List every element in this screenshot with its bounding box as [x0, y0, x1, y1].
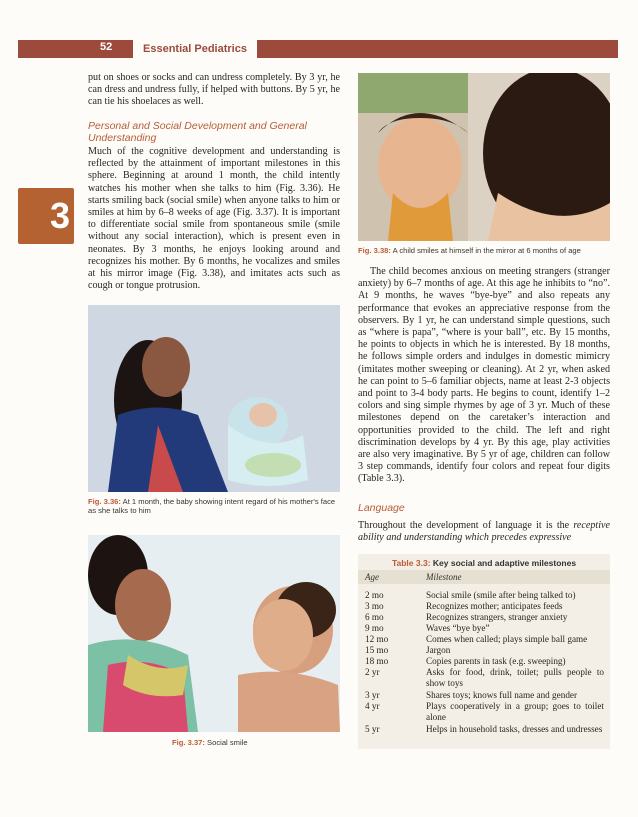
row-age: 5 yr — [365, 724, 380, 734]
row-milestone: Social smile (smile after being talked to) — [426, 590, 576, 600]
figure-3-36-caption — [88, 497, 340, 516]
row-milestone: Recognizes mother; anticipates feeds — [426, 601, 563, 611]
row-milestone: Helps in household tasks, dresses and undresses — [426, 724, 603, 734]
figure-3-36-photo — [88, 305, 340, 492]
table-title — [358, 556, 610, 570]
figure-3-38-photo — [358, 73, 610, 241]
figure-3-37-label: Fig. 3.37: — [172, 738, 205, 747]
left-paragraph-1: put on shoes or socks and can undress completely. By 3 yr, he can dress and undress fully, if helped with buttons. By 5 yr, he can tie his shoelaces as well. — [88, 72, 340, 108]
table-label: Table 3.3: — [391, 558, 431, 568]
figure-3-38-caption — [358, 246, 610, 255]
figure-3-38-label: Fig. 3.38: — [358, 246, 391, 255]
row-age: 4 yr — [365, 701, 380, 711]
chapter-number: 3 — [49, 195, 70, 236]
row-milestone: Jargon — [426, 645, 451, 655]
row-age: 2 mo — [365, 590, 384, 600]
row-age: 3 mo — [365, 601, 384, 611]
table-header-band — [358, 570, 610, 584]
row-age: 9 mo — [365, 623, 384, 633]
table-3-3 — [358, 554, 610, 749]
row-age: 12 mo — [365, 634, 389, 644]
book-title: Essential Pediatrics — [133, 38, 257, 60]
row-milestone: Asks for food, drink, toilet; pulls people to show toys — [426, 667, 604, 688]
figure-3-36-text: At 1 month, the baby showing intent regard of his mother's face as she talks to him — [88, 497, 336, 516]
table-col-age: Age — [365, 572, 379, 582]
row-milestone: Shares toys; knows full name and gender — [426, 690, 578, 700]
row-milestone: Comes when called; plays simple ball game — [426, 634, 588, 644]
figure-3-37-photo — [88, 535, 340, 732]
right-paragraph-1: The child becomes anxious on meeting strangers (stranger anxiety) by 6–7 months of age. At this age he inhibits to “no”. At 9 months, he waves “bye-bye” and also repeats any performance that evokes an appreciative response from the observers. By 1 yr, he can understand simple questions, such as “where is papa”, “where is your ball”, etc. By 15 months, he points to objects in which he is interested. By 18 months, he follows simple orders and indulges in domestic mimicry (imitates mother sweeping or cleaning). At 2 yr, when asked he can point to 5–6 familiar objects, name at least 2-3 objects and point to 3-4 body parts. He begins to count, identify 1–2 colors and sing simple rhymes by age of 3 yr. Much of these milestones depend on the caretaker’s interaction and opportunities provided to the child. The left and right discrimination develops by 4 yr. By this age, play activities are also very imaginative. By 5 yr of age, children can follow 3 step commands, identify four colors and repeat four digits (Table 3.3). — [358, 266, 610, 485]
row-age: 6 mo — [365, 612, 384, 622]
row-age: 2 yr — [365, 667, 380, 677]
row-age: 15 mo — [365, 645, 389, 655]
language-text-italic: receptive ability and understanding which precedes expressive — [358, 520, 610, 544]
row-age: 18 mo — [365, 656, 389, 666]
right-paragraph-2 — [358, 520, 610, 544]
figure-3-36-label: Fig. 3.36: — [88, 497, 121, 506]
section-heading-language: Language — [358, 502, 405, 514]
row-age: 3 yr — [365, 690, 380, 700]
section-heading-personal-social: Personal and Social Development and General Understanding — [88, 120, 307, 145]
page-number: 52 — [100, 41, 113, 53]
left-paragraph-2: Much of the cognitive development and understanding is reflected by the attainment of important milestones in this sphere. Beginning at around 1 month, the child intently watches his mother when she talks to him (Fig. 3.36). He starts smiling back (social smile) when anyone talks to him or smiles at him by 6–8 weeks of age (Fig. 3.37). It is important to differentiate social smile from spontaneous smile (smile without any social interaction), which is present even in neonates. By 3 months, he enjoys looking around and recognizes his mother. By 6 months, he vocalizes and smiles at his mirror image (Fig. 3.38), and imitates acts such as cough or tongue protrusion. — [88, 146, 340, 292]
row-milestone: Waves “bye bye” — [426, 623, 490, 633]
row-milestone: Plays cooperatively in a group; goes to toilet alone — [426, 701, 604, 722]
row-milestone: Copies parents in task (e.g. sweeping) — [426, 656, 566, 666]
table-col-milestone: Milestone — [426, 572, 462, 582]
figure-3-38-text: A child smiles at himself in the mirror at 6 months of age — [392, 246, 581, 255]
chapter-tab — [18, 188, 74, 244]
language-text-normal: Throughout the development of language it is the — [358, 520, 570, 531]
figure-3-37-caption — [172, 738, 292, 747]
row-milestone: Recognizes strangers, stranger anxiety — [426, 612, 568, 622]
table-title-text: Key social and adaptive milestones — [432, 558, 577, 568]
figure-3-37-text: Social smile — [207, 738, 248, 747]
